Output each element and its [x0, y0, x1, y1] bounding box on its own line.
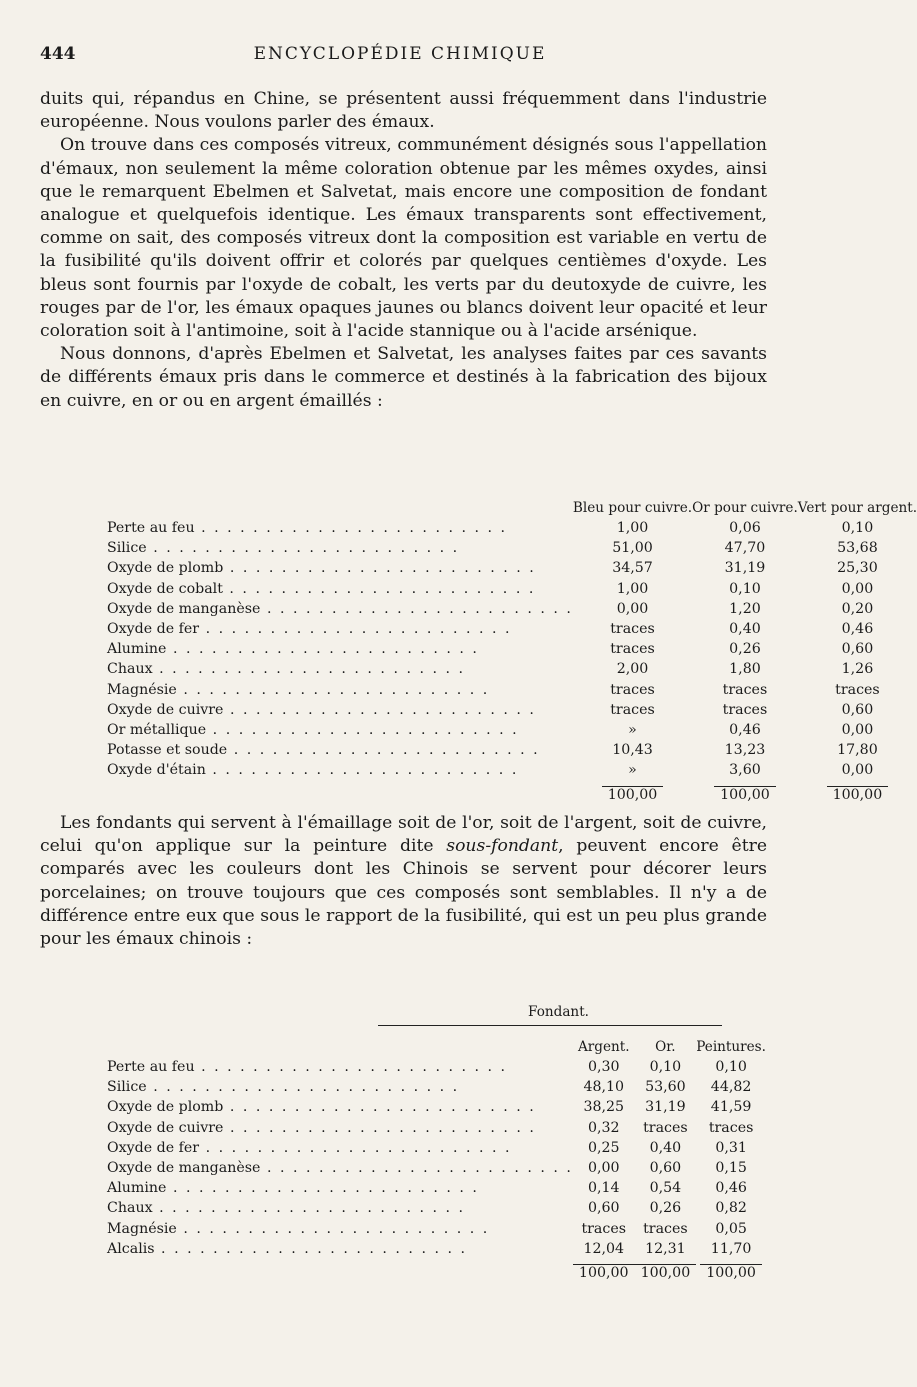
- enamel-analysis-table: [107, 499, 917, 805]
- cell-value: traces: [643, 1119, 688, 1136]
- column-header: Bleu pour cuivre.: [572, 500, 693, 516]
- leader-dots: . . . . . . . . . . . . . . . . . . . . . . . .: [223, 560, 536, 577]
- row-label: Oxyde de fer . . . . . . . . . . . . . . . . . . . . . . . .: [107, 1139, 512, 1156]
- cell-value: traces: [708, 1119, 754, 1136]
- row-label: Oxyde de manganèse . . . . . . . . . . . . . . . . . . . . . . . .: [107, 600, 573, 617]
- table-row: [107, 1198, 766, 1218]
- row-label: Magnésie . . . . . . . . . . . . . . . . . . . . . . . .: [107, 1220, 490, 1237]
- cell-value: 1,00: [616, 520, 649, 536]
- row-label: Perte au feu . . . . . . . . . . . . . . . . . . . . . . . .: [107, 520, 508, 536]
- cell-value: 0,26: [729, 641, 761, 658]
- cell-value: 25,30: [837, 560, 878, 577]
- table-row: [107, 639, 917, 659]
- cell-value: 1,20: [729, 600, 761, 617]
- cell-value: 13,23: [724, 742, 766, 759]
- cell-value: 0,00: [841, 580, 874, 597]
- cell-value: 0,60: [841, 701, 874, 718]
- cell-value: 0,20: [841, 600, 874, 617]
- leader-dots: . . . . . . . . . . . . . . . . . . . . . . . .: [194, 1059, 508, 1075]
- table-row: [107, 538, 917, 558]
- cell-value: »: [628, 762, 637, 779]
- cell-value: traces: [581, 1220, 627, 1237]
- table-row: [107, 1239, 766, 1259]
- table-row: [107, 599, 917, 619]
- cell-value: 0,46: [841, 621, 874, 638]
- leader-dots: . . . . . . . . . . . . . . . . . . . . . . . .: [223, 1099, 536, 1116]
- cell-value: 0,82: [715, 1200, 747, 1217]
- cell-value: traces: [610, 681, 655, 698]
- leader-dots: . . . . . . . . . . . . . . . . . . . . . . . .: [260, 600, 573, 617]
- cell-value: 0,60: [587, 1200, 620, 1217]
- cell-value: 51,00: [612, 540, 653, 557]
- row-label: Alumine . . . . . . . . . . . . . . . . . . . . . . . .: [107, 1180, 479, 1197]
- column-header: Peintures.: [696, 1039, 766, 1055]
- cell-value: 0,31: [715, 1139, 747, 1156]
- row-label: Oxyde de plomb . . . . . . . . . . . . . . . . . . . . . . . .: [107, 1099, 536, 1116]
- table-row: [107, 1118, 766, 1138]
- total-value: 100,00: [635, 1259, 697, 1283]
- paragraph-2: On trouve dans ces composés vitreux, communément désignés sous l'appellation d'émaux, non seulement la même coloration obtenue par les mêmes oxydes, ainsi que le remarquent Ebelmen et Salvetat, mais encore une composition de fondant analogue et quelquefois identique. Les émaux transparents sont effectivement, comme on sait, des composés vitreux dont la composition est variable en vertu de la fusibilité qu'ils doivent offrir et colorés par quelques centièmes d'oxyde. Les bleus sont fournis par l'oxyde de cobalt, les verts par du deutoxyde de cuivre, les rouges par de l'or, les émaux opaques jaunes ou blancs doivent leur opacité et leur coloration soit à l'antimoine, soit à l'acide stannique ou à l'acide arsénique.: [40, 135, 767, 342]
- table-row: [107, 1138, 766, 1158]
- cell-value: 0,10: [729, 580, 761, 597]
- leader-dots: . . . . . . . . . . . . . . . . . . . . . . . .: [205, 762, 519, 779]
- table-row: [107, 579, 917, 599]
- table-row: [107, 1158, 766, 1178]
- total-row: [107, 781, 917, 805]
- leader-dots: . . . . . . . . . . . . . . . . . . . . . . . .: [223, 701, 536, 718]
- row-label: Perte au feu . . . . . . . . . . . . . . . . . . . . . . . .: [107, 1059, 508, 1075]
- cell-value: 0,10: [715, 1059, 747, 1075]
- table-row: [107, 659, 917, 679]
- cell-value: 0,05: [715, 1220, 747, 1237]
- row-label: Alumine . . . . . . . . . . . . . . . . . . . . . . . .: [107, 641, 479, 658]
- cell-value: traces: [643, 1220, 688, 1237]
- table-row: [107, 720, 917, 740]
- column-header: Argent.: [577, 1039, 630, 1055]
- cell-value: 0,00: [616, 600, 649, 617]
- table-row: [107, 1097, 766, 1117]
- leader-dots: . . . . . . . . . . . . . . . . . . . . . . . .: [260, 1160, 573, 1177]
- cell-value: 0,15: [715, 1160, 747, 1177]
- table-row: [107, 1219, 766, 1239]
- total-value: 100,00: [798, 781, 917, 805]
- text-block-top: [40, 88, 767, 413]
- cell-value: 0,40: [649, 1139, 682, 1156]
- cell-value: 0,54: [649, 1180, 682, 1197]
- cell-value: 0,30: [587, 1059, 620, 1075]
- cell-value: 1,80: [729, 661, 761, 678]
- cell-value: 0,00: [587, 1160, 620, 1177]
- leader-dots: . . . . . . . . . . . . . . . . . . . . . . . .: [146, 540, 460, 557]
- row-label: Or métallique . . . . . . . . . . . . . . . . . . . . . . . .: [107, 722, 519, 739]
- row-label: Potasse et soude . . . . . . . . . . . . . . . . . . . . . . . .: [107, 742, 540, 759]
- running-title: ENCYCLOPÉDIE CHIMIQUE: [253, 44, 547, 64]
- cell-value: 0,14: [587, 1180, 620, 1197]
- cell-value: traces: [610, 621, 655, 638]
- page-number: 444: [40, 44, 76, 64]
- table-row: [107, 740, 917, 760]
- leader-dots: . . . . . . . . . . . . . . . . . . . . . . . .: [222, 580, 536, 597]
- row-label: Oxyde de manganèse . . . . . . . . . . . . . . . . . . . . . . . .: [107, 1160, 573, 1177]
- cell-value: traces: [722, 701, 768, 718]
- leader-dots: . . . . . . . . . . . . . . . . . . . . . . . .: [199, 621, 512, 638]
- table-row: [107, 680, 917, 700]
- leader-dots: . . . . . . . . . . . . . . . . . . . . . . . .: [223, 1119, 536, 1136]
- row-label: Oxyde de cuivre . . . . . . . . . . . . . . . . . . . . . . . .: [107, 1119, 536, 1136]
- cell-value: 11,70: [710, 1240, 752, 1257]
- leader-dots: . . . . . . . . . . . . . . . . . . . . . . . .: [166, 1180, 479, 1197]
- table-header-row: [107, 1038, 766, 1057]
- cell-value: 0,46: [729, 722, 761, 739]
- cell-value: 53,60: [645, 1079, 686, 1096]
- cell-value: 44,82: [710, 1079, 752, 1096]
- cell-value: 31,19: [724, 560, 766, 577]
- cell-value: 2,00: [616, 661, 649, 678]
- cell-value: 12,31: [645, 1240, 686, 1257]
- table-row: [107, 518, 917, 538]
- cell-value: 48,10: [583, 1079, 625, 1096]
- page-header: [40, 44, 760, 68]
- leader-dots: . . . . . . . . . . . . . . . . . . . . . . . .: [176, 1220, 490, 1237]
- emphasis-sous-fondant: sous-fondant: [446, 836, 559, 857]
- cell-value: 0,60: [841, 641, 874, 658]
- row-label: Oxyde de cuivre . . . . . . . . . . . . . . . . . . . . . . . .: [107, 701, 536, 718]
- cell-value: 34,57: [612, 560, 653, 577]
- cell-value: 0,60: [649, 1160, 682, 1177]
- leader-dots: . . . . . . . . . . . . . . . . . . . . . . . .: [152, 1200, 466, 1217]
- cell-value: 41,59: [710, 1099, 752, 1116]
- cell-value: traces: [610, 641, 655, 658]
- cell-value: 0,00: [841, 762, 874, 779]
- fondant-group-header: Fondant.: [528, 1004, 589, 1020]
- table-row: [107, 558, 917, 578]
- paragraph-1: duits qui, répandus en Chine, se présentent aussi fréquemment dans l'industrie européenne. Nous voulons parler des émaux.: [40, 89, 767, 133]
- cell-value: 10,43: [612, 742, 653, 759]
- column-header: Or pour cuivre.: [692, 500, 798, 516]
- cell-value: 1,26: [841, 661, 874, 678]
- group-header-rule: [378, 1025, 722, 1026]
- cell-value: 47,70: [724, 540, 766, 557]
- row-label: Oxyde de cobalt . . . . . . . . . . . . . . . . . . . . . . . .: [107, 580, 536, 597]
- cell-value: 0,46: [715, 1180, 747, 1197]
- total-value: 100,00: [573, 781, 692, 805]
- row-label: Oxyde d'étain . . . . . . . . . . . . . . . . . . . . . . . .: [107, 762, 519, 779]
- cell-value: 0,06: [729, 520, 761, 536]
- row-label: Silice . . . . . . . . . . . . . . . . . . . . . . . .: [107, 540, 460, 557]
- column-header: Or.: [655, 1039, 676, 1055]
- leader-dots: . . . . . . . . . . . . . . . . . . . . . . . .: [199, 1139, 512, 1156]
- cell-value: 0,26: [649, 1200, 682, 1217]
- leader-dots: . . . . . . . . . . . . . . . . . . . . . . . .: [152, 661, 466, 678]
- table-row: [107, 700, 917, 720]
- table-row: [107, 760, 917, 780]
- cell-value: traces: [610, 701, 655, 718]
- total-value: 100,00: [696, 1259, 766, 1283]
- cell-value: 38,25: [583, 1099, 625, 1116]
- table-row: [107, 1057, 766, 1077]
- table-row: [107, 619, 917, 639]
- row-label: Oxyde de plomb . . . . . . . . . . . . . . . . . . . . . . . .: [107, 560, 536, 577]
- table-header-row: [107, 499, 917, 518]
- paragraph-4: Les fondants qui servent à l'émaillage soit de l'or, soit de l'argent, soit de cuivre, celui qu'on applique sur la peinture dite sous-fondant, peuvent encore être comparés avec les couleurs dont les Chinois se servent pour décorer leurs porcelaines; on trouve toujours que ces composés sont semblables. Il n'y a de différence entre eux que sous le rapport de la fusibilité, qui est un peu plus grande pour les émaux chinois :: [40, 813, 767, 950]
- total-value: 100,00: [692, 781, 798, 805]
- fondant-analysis-table: [107, 1038, 766, 1283]
- cell-value: traces: [835, 681, 880, 698]
- cell-value: 0,10: [841, 520, 874, 536]
- column-header: Vert pour argent.: [797, 500, 917, 516]
- table-row: [107, 1178, 766, 1198]
- cell-value: 0,32: [587, 1119, 620, 1136]
- leader-dots: . . . . . . . . . . . . . . . . . . . . . . . .: [206, 722, 519, 739]
- total-value: 100,00: [573, 1259, 635, 1283]
- cell-value: 0,40: [729, 621, 761, 638]
- cell-value: »: [628, 722, 637, 739]
- leader-dots: . . . . . . . . . . . . . . . . . . . . . . . .: [194, 520, 508, 536]
- row-label: Magnésie . . . . . . . . . . . . . . . . . . . . . . . .: [107, 681, 490, 698]
- total-row: [107, 1259, 766, 1283]
- paragraph-3: Nous donnons, d'après Ebelmen et Salvetat, les analyses faites par ces savants de différents émaux pris dans le commerce et destinés à la fabrication des bijoux en cuivre, en or ou en argent émaillés :: [40, 344, 767, 411]
- cell-value: 1,00: [616, 580, 649, 597]
- cell-value: traces: [722, 681, 768, 698]
- cell-value: 53,68: [837, 540, 878, 557]
- row-label: Silice . . . . . . . . . . . . . . . . . . . . . . . .: [107, 1079, 460, 1096]
- row-label: Alcalis . . . . . . . . . . . . . . . . . . . . . . . .: [107, 1240, 468, 1257]
- cell-value: 0,25: [587, 1139, 620, 1156]
- row-label: Oxyde de fer . . . . . . . . . . . . . . . . . . . . . . . .: [107, 621, 512, 638]
- leader-dots: . . . . . . . . . . . . . . . . . . . . . . . .: [154, 1240, 468, 1257]
- leader-dots: . . . . . . . . . . . . . . . . . . . . . . . .: [146, 1079, 460, 1096]
- row-label: Chaux . . . . . . . . . . . . . . . . . . . . . . . .: [107, 661, 466, 678]
- leader-dots: . . . . . . . . . . . . . . . . . . . . . . . .: [227, 742, 540, 759]
- cell-value: 3,60: [729, 762, 761, 779]
- cell-value: 17,80: [837, 742, 878, 759]
- leader-dots: . . . . . . . . . . . . . . . . . . . . . . . .: [176, 681, 490, 698]
- cell-value: 0,10: [649, 1059, 682, 1075]
- row-label: Chaux . . . . . . . . . . . . . . . . . . . . . . . .: [107, 1200, 466, 1217]
- cell-value: 31,19: [645, 1099, 686, 1116]
- cell-value: 0,00: [841, 722, 874, 739]
- text-block-middle: [40, 812, 767, 951]
- leader-dots: . . . . . . . . . . . . . . . . . . . . . . . .: [166, 641, 479, 658]
- table-row: [107, 1077, 766, 1097]
- cell-value: 12,04: [583, 1240, 625, 1257]
